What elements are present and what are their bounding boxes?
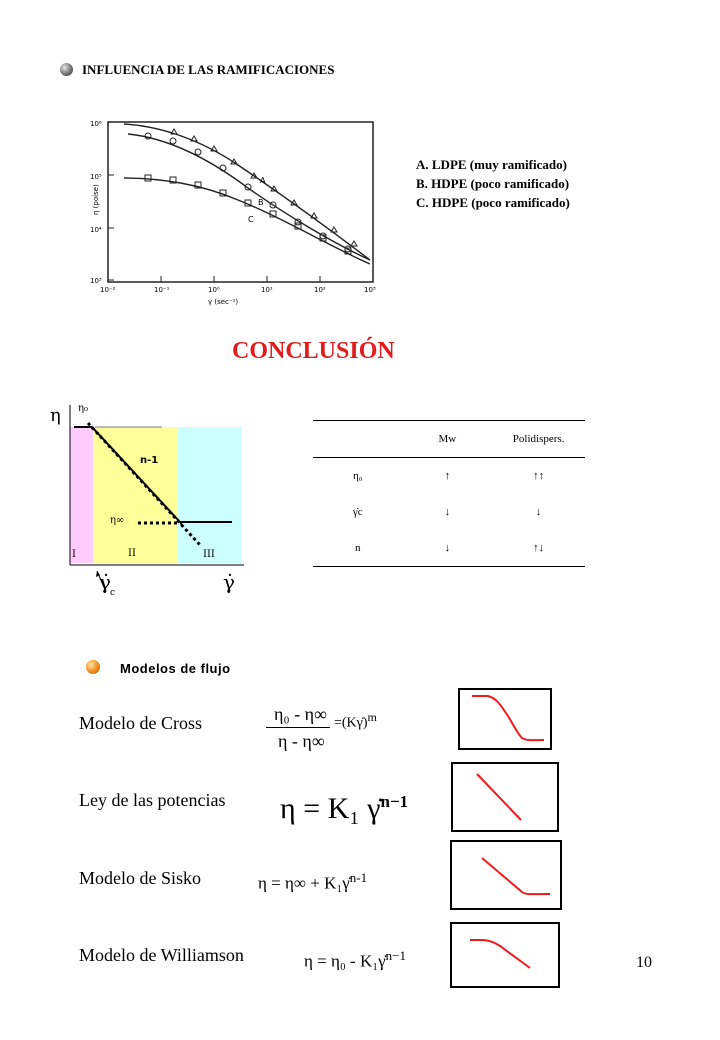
region-i <box>70 427 93 563</box>
schematic-svg <box>40 395 250 605</box>
legend-item-a: A. LDPE (muy ramificado) <box>416 157 567 172</box>
eta-inf-label: η∞ <box>110 515 125 526</box>
region-ii <box>93 427 178 563</box>
curve-label-c: C <box>248 215 254 224</box>
cross-eq-numerator: η₀ - η∞ <box>274 704 327 724</box>
cross-curve-svg <box>460 690 550 748</box>
eta0-label: η₀ <box>78 403 88 414</box>
power-law-curve-box <box>451 762 559 832</box>
cross-curve-box <box>458 688 552 750</box>
cross-eq-rhs <box>334 710 377 732</box>
curve-a <box>124 124 370 260</box>
cross-curve <box>472 696 544 740</box>
power-law-curve-svg <box>453 764 557 830</box>
table-header-row <box>313 421 585 458</box>
table-row <box>313 458 585 495</box>
model-name-cross: Modelo de Cross <box>79 713 202 733</box>
y-tick-label: 10⁴ <box>90 226 102 234</box>
branching-plot-svg <box>88 110 388 310</box>
slope-label: n-1 <box>140 455 159 466</box>
sisko-curve-box <box>450 840 562 910</box>
eta-axis-label: η <box>50 405 61 426</box>
sisko-eq: η = η∞ + K₁γ̇ <box>258 873 350 893</box>
cross-eq-exponent: m <box>367 710 377 724</box>
table-header-empty <box>313 421 403 458</box>
table-cell-mw: ↓ <box>444 506 451 518</box>
x-tick-label: 10² <box>314 286 326 294</box>
page-number: 10 <box>636 954 652 971</box>
region-iii <box>178 427 242 563</box>
cross-eq-denominator: η - η∞ <box>278 731 325 751</box>
sisko-curve-svg <box>452 842 560 908</box>
x-tick-label: 10⁰ <box>208 286 220 294</box>
curve-label-a: A <box>260 176 266 185</box>
header-bullet-icon <box>60 63 73 76</box>
gamma-c-symbol: γ̇ <box>99 570 111 594</box>
y-tick-label: 10⁵ <box>90 173 102 181</box>
table-row <box>313 530 585 566</box>
table-cell-mw: ↑ <box>444 470 451 482</box>
table-cell-param: γ̇c <box>352 506 363 518</box>
williamson-curve <box>470 940 530 968</box>
section-title: INFLUENCIA DE LAS RAMIFICACIONES <box>82 62 335 77</box>
conclusion-title: CONCLUSIÓN <box>232 338 395 364</box>
power-law-eq: η = K₁ γ̇ <box>280 792 381 825</box>
flow-curve-schematic <box>40 395 250 605</box>
y-tick-label: 10³ <box>90 277 102 285</box>
region-label-ii: II <box>128 548 136 559</box>
x-axis-label: γ̇ (sec⁻¹) <box>208 298 239 306</box>
region-label-i: I <box>72 549 76 560</box>
table-cell-param: n <box>355 542 361 554</box>
table-cell-param: η₀ <box>352 470 363 482</box>
sisko-exponent: n-1 <box>349 870 368 885</box>
table-header-mw: Mw <box>438 433 457 445</box>
table-header-polidispersity: Polidispers. <box>512 433 565 445</box>
models-section-title: Modelos de flujo <box>120 661 231 676</box>
curve-c <box>124 178 370 264</box>
property-table <box>313 420 585 567</box>
williamson-equation <box>304 948 406 972</box>
curve-b <box>128 134 370 260</box>
legend-item-b: B. HDPE (poco ramificado) <box>416 176 570 191</box>
table-cell-poli: ↓ <box>535 506 542 518</box>
legend-item-c: C. HDPE (poco ramificado) <box>416 195 570 210</box>
y-tick-label: 10⁶ <box>90 120 102 128</box>
curve-label-b: B <box>258 198 264 207</box>
branching-viscosity-plot <box>88 110 388 310</box>
model-name-sisko: Modelo de Sisko <box>79 868 202 888</box>
williamson-curve-svg <box>452 924 558 986</box>
sisko-curve <box>482 858 550 894</box>
x-tick-label: 10⁻¹ <box>154 286 170 294</box>
plot-legend <box>416 155 570 212</box>
power-law-exponent: n−1 <box>380 792 409 811</box>
region-label-iii: III <box>203 549 215 560</box>
table-cell-poli: ↑↓ <box>533 542 545 554</box>
table-cell-poli: ↑↑ <box>533 470 545 482</box>
williamson-curve-box <box>450 922 560 988</box>
curve-b-markers <box>145 133 351 252</box>
property-table-grid <box>313 421 585 566</box>
power-law-curve <box>477 774 521 820</box>
x-tick-label: 10⁻² <box>100 286 116 294</box>
power-law-equation <box>280 792 408 826</box>
williamson-eq: η = η₀ - K₁γ̇ <box>304 951 386 971</box>
models-bullet-icon <box>86 660 100 674</box>
williamson-exponent: n−1 <box>385 948 407 963</box>
y-axis-label: η (poise) <box>92 184 100 215</box>
cross-eq-rhs-text: =(Kγ̇) <box>334 715 368 731</box>
x-tick-label: 10³ <box>364 286 376 294</box>
gamma-symbol: γ̇ <box>223 570 235 594</box>
sisko-equation <box>258 870 367 894</box>
table-cell-mw: ↓ <box>444 542 451 554</box>
model-name-power-law: Ley de las potencias <box>79 790 226 810</box>
x-tick-label: 10¹ <box>261 286 273 294</box>
model-name-williamson: Modelo de Williamson <box>79 945 244 965</box>
cross-equation <box>266 704 337 752</box>
gamma-c-subscript: c <box>110 588 116 598</box>
table-row <box>313 494 585 530</box>
